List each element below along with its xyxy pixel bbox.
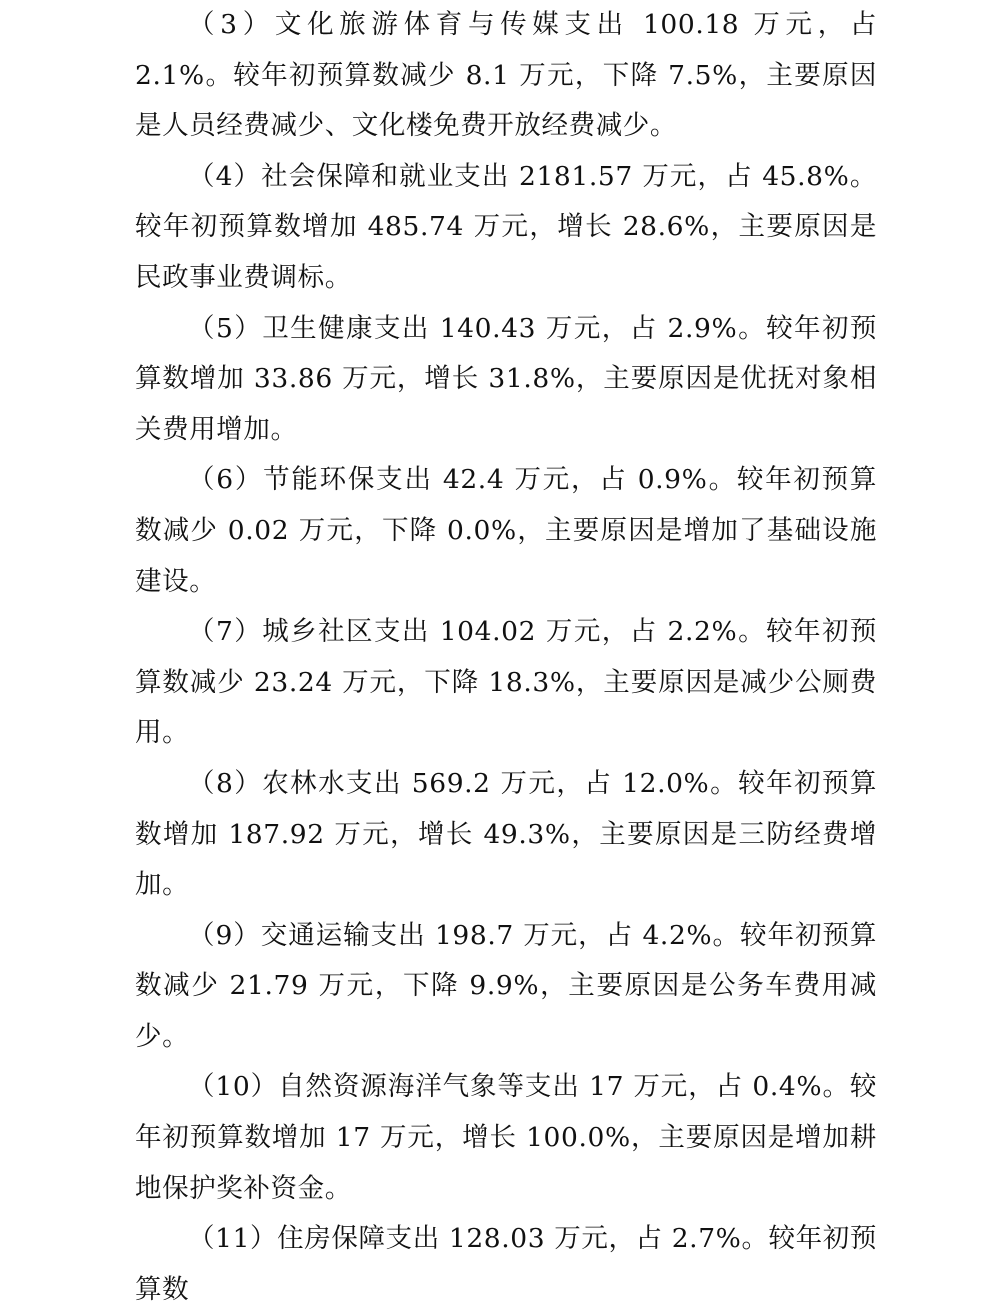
paragraph-culture-tourism-sports-media: （3）文化旅游体育与传媒支出 100.18 万元，占 2.1%。较年初预算数减少 8.1 万元，下降 7.5%，主要原因是人员经费减少、文化楼免费开放经费减少。 (135, 9, 877, 142)
paragraph-social-security-employment: （4）社会保障和就业支出 2181.57 万元，占 45.8%。较年初预算数增加 485.74 万元，增长 28.6%，主要原因是民政事业费调标。 (135, 160, 877, 293)
paragraph-agriculture-forestry-water: （8）农林水支出 569.2 万元，占 12.0%。较年初预算数增加 187.92 万元，增长 49.3%，主要原因是三防经费增加。 (135, 767, 877, 901)
paragraph-health: （5）卫生健康支出 140.43 万元，占 2.9%。较年初预算数增加 33.86 万元，增长 31.8%，主要原因是优抚对象相关费用增加。 (135, 312, 877, 445)
paragraph-natural-resources: （10）自然资源海洋气象等支出 17 万元，占 0.4%。较年初预算数增加 17 万元，增长 100.0%，主要原因是增加耕地保护奖补资金。 (135, 1071, 877, 1204)
paragraph-housing-security: （11）住房保障支出 128.03 万元，占 2.7%。较年初预算数 (135, 1223, 877, 1305)
paragraph-transportation: （9）交通运输支出 198.7 万元，占 4.2%。较年初预算数减少 21.79 万元，下降 9.9%，主要原因是公务车费用减少。 (135, 919, 877, 1052)
document-body (135, 0, 877, 1315)
paragraph-urban-rural-community: （7）城乡社区支出 104.02 万元，占 2.2%。较年初预算数减少 23.24 万元，下降 18.3%，主要原因是减少公厕费用。 (135, 616, 877, 749)
paragraph-energy-environment: （6）节能环保支出 42.4 万元，占 0.9%。较年初预算数减少 0.02 万元，下降 0.0%，主要原因是增加了基础设施建设。 (135, 464, 877, 597)
